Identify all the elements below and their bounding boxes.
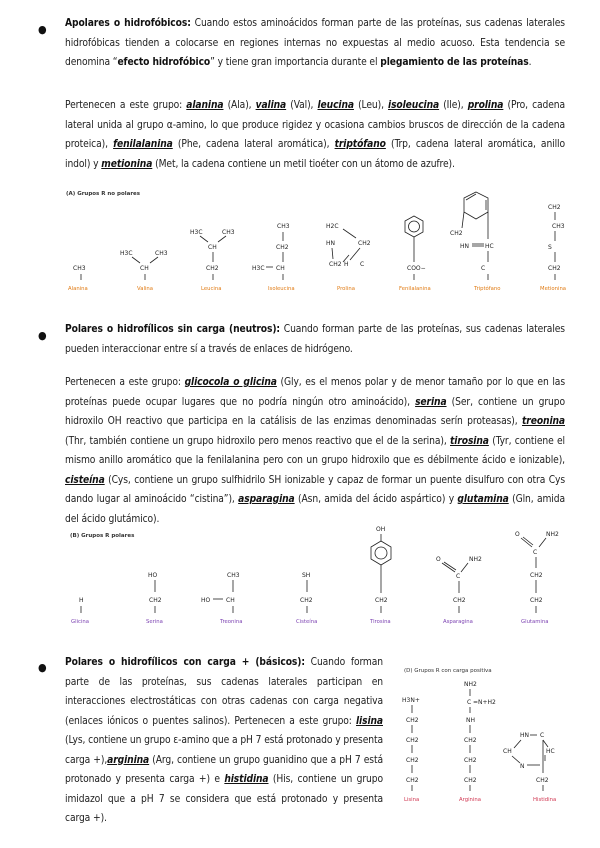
svg-text:CH2: CH2 xyxy=(464,757,477,764)
svg-text:C: C xyxy=(456,573,461,580)
figure-b-caption: (B) Grupos R polares xyxy=(70,533,135,539)
label-metionina: Metionina xyxy=(540,286,567,292)
svg-text:CH: CH xyxy=(276,265,285,272)
svg-text:O: O xyxy=(515,531,520,538)
apolares-members: Pertenecen a este grupo: alanina (Ala), valina (Val), leucina (Leu), isoleucina (Ile), prolina (Pro, cadena lateral unida al grupo α-amino, lo que produce rigidez y ocasiona cambios bruscos de dirección de la cadena proteica), fenilalanina (Phe, cadena lateral aromática), triptófano (Trp, cadena lateral aromática, anillo indol) y metionina (Met, la cadena contiene un metil tioéter con un átomo de azufre). xyxy=(65,100,566,170)
svg-text:H3C: H3C xyxy=(120,250,133,257)
svg-text:C: C xyxy=(360,261,365,268)
svg-text:CH2: CH2 xyxy=(536,777,549,784)
svg-text:CH2: CH2 xyxy=(530,597,543,604)
figure-c-positive xyxy=(0,660,600,810)
svg-text:CH2: CH2 xyxy=(149,597,162,604)
svg-text:CH: CH xyxy=(226,597,235,604)
svg-text:OH: OH xyxy=(376,526,386,533)
polares-members: Pertenecen a este grupo: glicocola o glicina (Gly, es el menos polar y de menor tamaño por lo que en las proteínas puede ocupar lugares que no podría ningún otro aminoácido), serina (Ser, contiene un grupo hidroxilo OH reactivo que participa en la catálisis de las enzimas denominadas serín proteasas), treonina (Thr, también contiene un grupo hidroxilo pero menos reactivo que el de la serina), tirosina (Tyr, contiene el mismo anillo aromático que la fenilalanina pero con un grupo hidroxilo que es débilmente ácido e ionizable), cisteína (Cys, contiene un grupo sulfhidrilo SH ionizable y capaz de formar un puente disulfuro con otra Cys dando lugar al aminoácido “cistina”), asparagina (Asn, amida del ácido aspártico) y glutamina (Gln, amida del ácido glutámico). xyxy=(65,377,565,525)
svg-text:=N+H2: =N+H2 xyxy=(473,699,496,706)
bullet-dot: ● xyxy=(38,23,47,36)
svg-text:COO−: COO− xyxy=(407,265,426,272)
figure-b-polar xyxy=(0,522,600,632)
svg-text:CH: CH xyxy=(208,244,217,251)
svg-text:CH: CH xyxy=(140,265,149,272)
label-asparagina: Asparagina xyxy=(443,619,473,625)
svg-text:H3C: H3C xyxy=(190,229,203,236)
svg-text:CH2: CH2 xyxy=(406,717,419,724)
label-fenilalanina: Fenilalanina xyxy=(399,286,431,292)
svg-text:CH3: CH3 xyxy=(73,265,86,272)
svg-text:CH3: CH3 xyxy=(155,250,168,257)
svg-text:C: C xyxy=(481,265,486,272)
svg-text:CH3: CH3 xyxy=(227,572,240,579)
svg-text:HO: HO xyxy=(201,597,211,604)
label-valina: Valina xyxy=(137,286,154,292)
svg-text:NH2: NH2 xyxy=(464,681,477,688)
svg-text:N: N xyxy=(520,763,525,770)
svg-text:NH: NH xyxy=(466,717,475,724)
label-lisina: Lisina xyxy=(404,797,420,803)
svg-text:CH2: CH2 xyxy=(464,737,477,744)
svg-text:CH2: CH2 xyxy=(453,597,466,604)
svg-text:NH2: NH2 xyxy=(546,531,559,538)
svg-text:CH2: CH2 xyxy=(300,597,313,604)
svg-text:CH3: CH3 xyxy=(222,229,235,236)
svg-text:CH2: CH2 xyxy=(450,230,463,237)
label-alanina: Alanina xyxy=(68,286,88,292)
svg-text:CH2: CH2 xyxy=(276,244,289,251)
svg-text:CH2: CH2 xyxy=(406,737,419,744)
svg-text:CH2: CH2 xyxy=(329,261,342,268)
svg-text:H3N+: H3N+ xyxy=(402,697,420,704)
svg-text:C: C xyxy=(533,549,538,556)
svg-text:CH2: CH2 xyxy=(206,265,219,272)
polares-paragraph: Polares o hidrofílicos sin carga (neutros): Cuando forman parte de las proteínas, sus cadenas laterales pueden interaccionar entre sí a través de enlaces de hidrógeno. xyxy=(65,324,565,355)
svg-text:H2C: H2C xyxy=(326,223,339,230)
svg-text:CH2: CH2 xyxy=(358,240,371,247)
svg-text:H: H xyxy=(79,597,84,604)
label-cisteina: Cisteína xyxy=(296,619,318,625)
svg-text:CH2: CH2 xyxy=(464,777,477,784)
svg-text:HN: HN xyxy=(326,240,335,247)
figure-c-caption: (D) Grupos R con carga positiva xyxy=(404,668,492,674)
label-leucina: Leucina xyxy=(201,286,222,292)
svg-text:CH2: CH2 xyxy=(406,757,419,764)
svg-text:SH: SH xyxy=(302,572,311,579)
label-treonina: Treonina xyxy=(220,619,243,625)
svg-text:NH2: NH2 xyxy=(469,556,482,563)
svg-text:H3C: H3C xyxy=(252,265,265,272)
svg-text:CH2: CH2 xyxy=(530,572,543,579)
svg-text:CH2: CH2 xyxy=(406,777,419,784)
svg-text:HO: HO xyxy=(148,572,158,579)
label-triptofano: Triptófano xyxy=(474,286,501,292)
label-arginina: Arginina xyxy=(459,797,481,803)
figure-a-caption: (A) Grupos R no polares xyxy=(66,191,141,197)
label-tirosina: Tirosina xyxy=(370,619,391,625)
svg-text:C: C xyxy=(467,699,472,706)
svg-text:C: C xyxy=(540,732,545,739)
svg-text:HC: HC xyxy=(546,748,555,755)
basicos-heading: Polares o hidrofílicos con carga + (básicos): xyxy=(65,657,305,668)
svg-text:CH3: CH3 xyxy=(552,223,565,230)
svg-text:CH2: CH2 xyxy=(375,597,388,604)
svg-text:HN: HN xyxy=(460,243,469,250)
label-isoleucina: Isoleucina xyxy=(268,286,295,292)
svg-text:HN: HN xyxy=(520,732,529,739)
svg-text:CH2: CH2 xyxy=(548,265,561,272)
label-glicina: Glicina xyxy=(71,619,90,625)
polares-heading: Polares o hidrofílicos sin carga (neutros): xyxy=(65,324,280,335)
apolares-paragraph: Apolares o hidrofóbicos: Cuando estos aminoácidos forman parte de las proteínas, sus cadenas laterales hidrofóbicas tienden a colocarse en regiones internas no expuestas al medio acuoso. Esta tendencia se denomina “efecto hidrofóbico” y tiene gran importancia durante el plegamiento de las proteínas. xyxy=(65,18,565,68)
svg-text:CH2: CH2 xyxy=(548,204,561,211)
svg-text:H: H xyxy=(344,261,349,268)
svg-text:HC: HC xyxy=(485,243,494,250)
apolares-heading: Apolares o hidrofóbicos: xyxy=(65,18,191,29)
svg-text:CH: CH xyxy=(503,748,512,755)
bullet-dot: ● xyxy=(38,661,47,674)
svg-text:S: S xyxy=(548,244,552,251)
basicos-paragraph: Polares o hidrofílicos con carga + (básicos): Cuando forman parte de las proteínas, sus cadenas laterales participan en interacciones electrostáticas con otras cadenas con carga negativa (enlaces iónicos o puentes salinos). Pertenecen a este grupo: lisina (Lys, contiene un grupo ε-amino que a pH 7 está protonado y presenta carga +),arginina (Arg, contiene un grupo guanidino que a pH 7 está protonado y presenta carga +) e histidina (His, contiene un grupo imidazol que a pH 7 se considera que está protonado y presenta carga +). xyxy=(65,657,383,824)
figure-a-nonpolar xyxy=(0,184,600,294)
bullet-dot: ● xyxy=(38,329,47,342)
label-prolina: Prolina xyxy=(337,286,355,292)
label-serina: Serina xyxy=(146,619,163,625)
label-glutamina: Glutamina xyxy=(521,619,549,625)
svg-text:O: O xyxy=(436,556,441,563)
label-histidina: Histidina xyxy=(533,797,557,803)
svg-text:CH3: CH3 xyxy=(277,223,290,230)
